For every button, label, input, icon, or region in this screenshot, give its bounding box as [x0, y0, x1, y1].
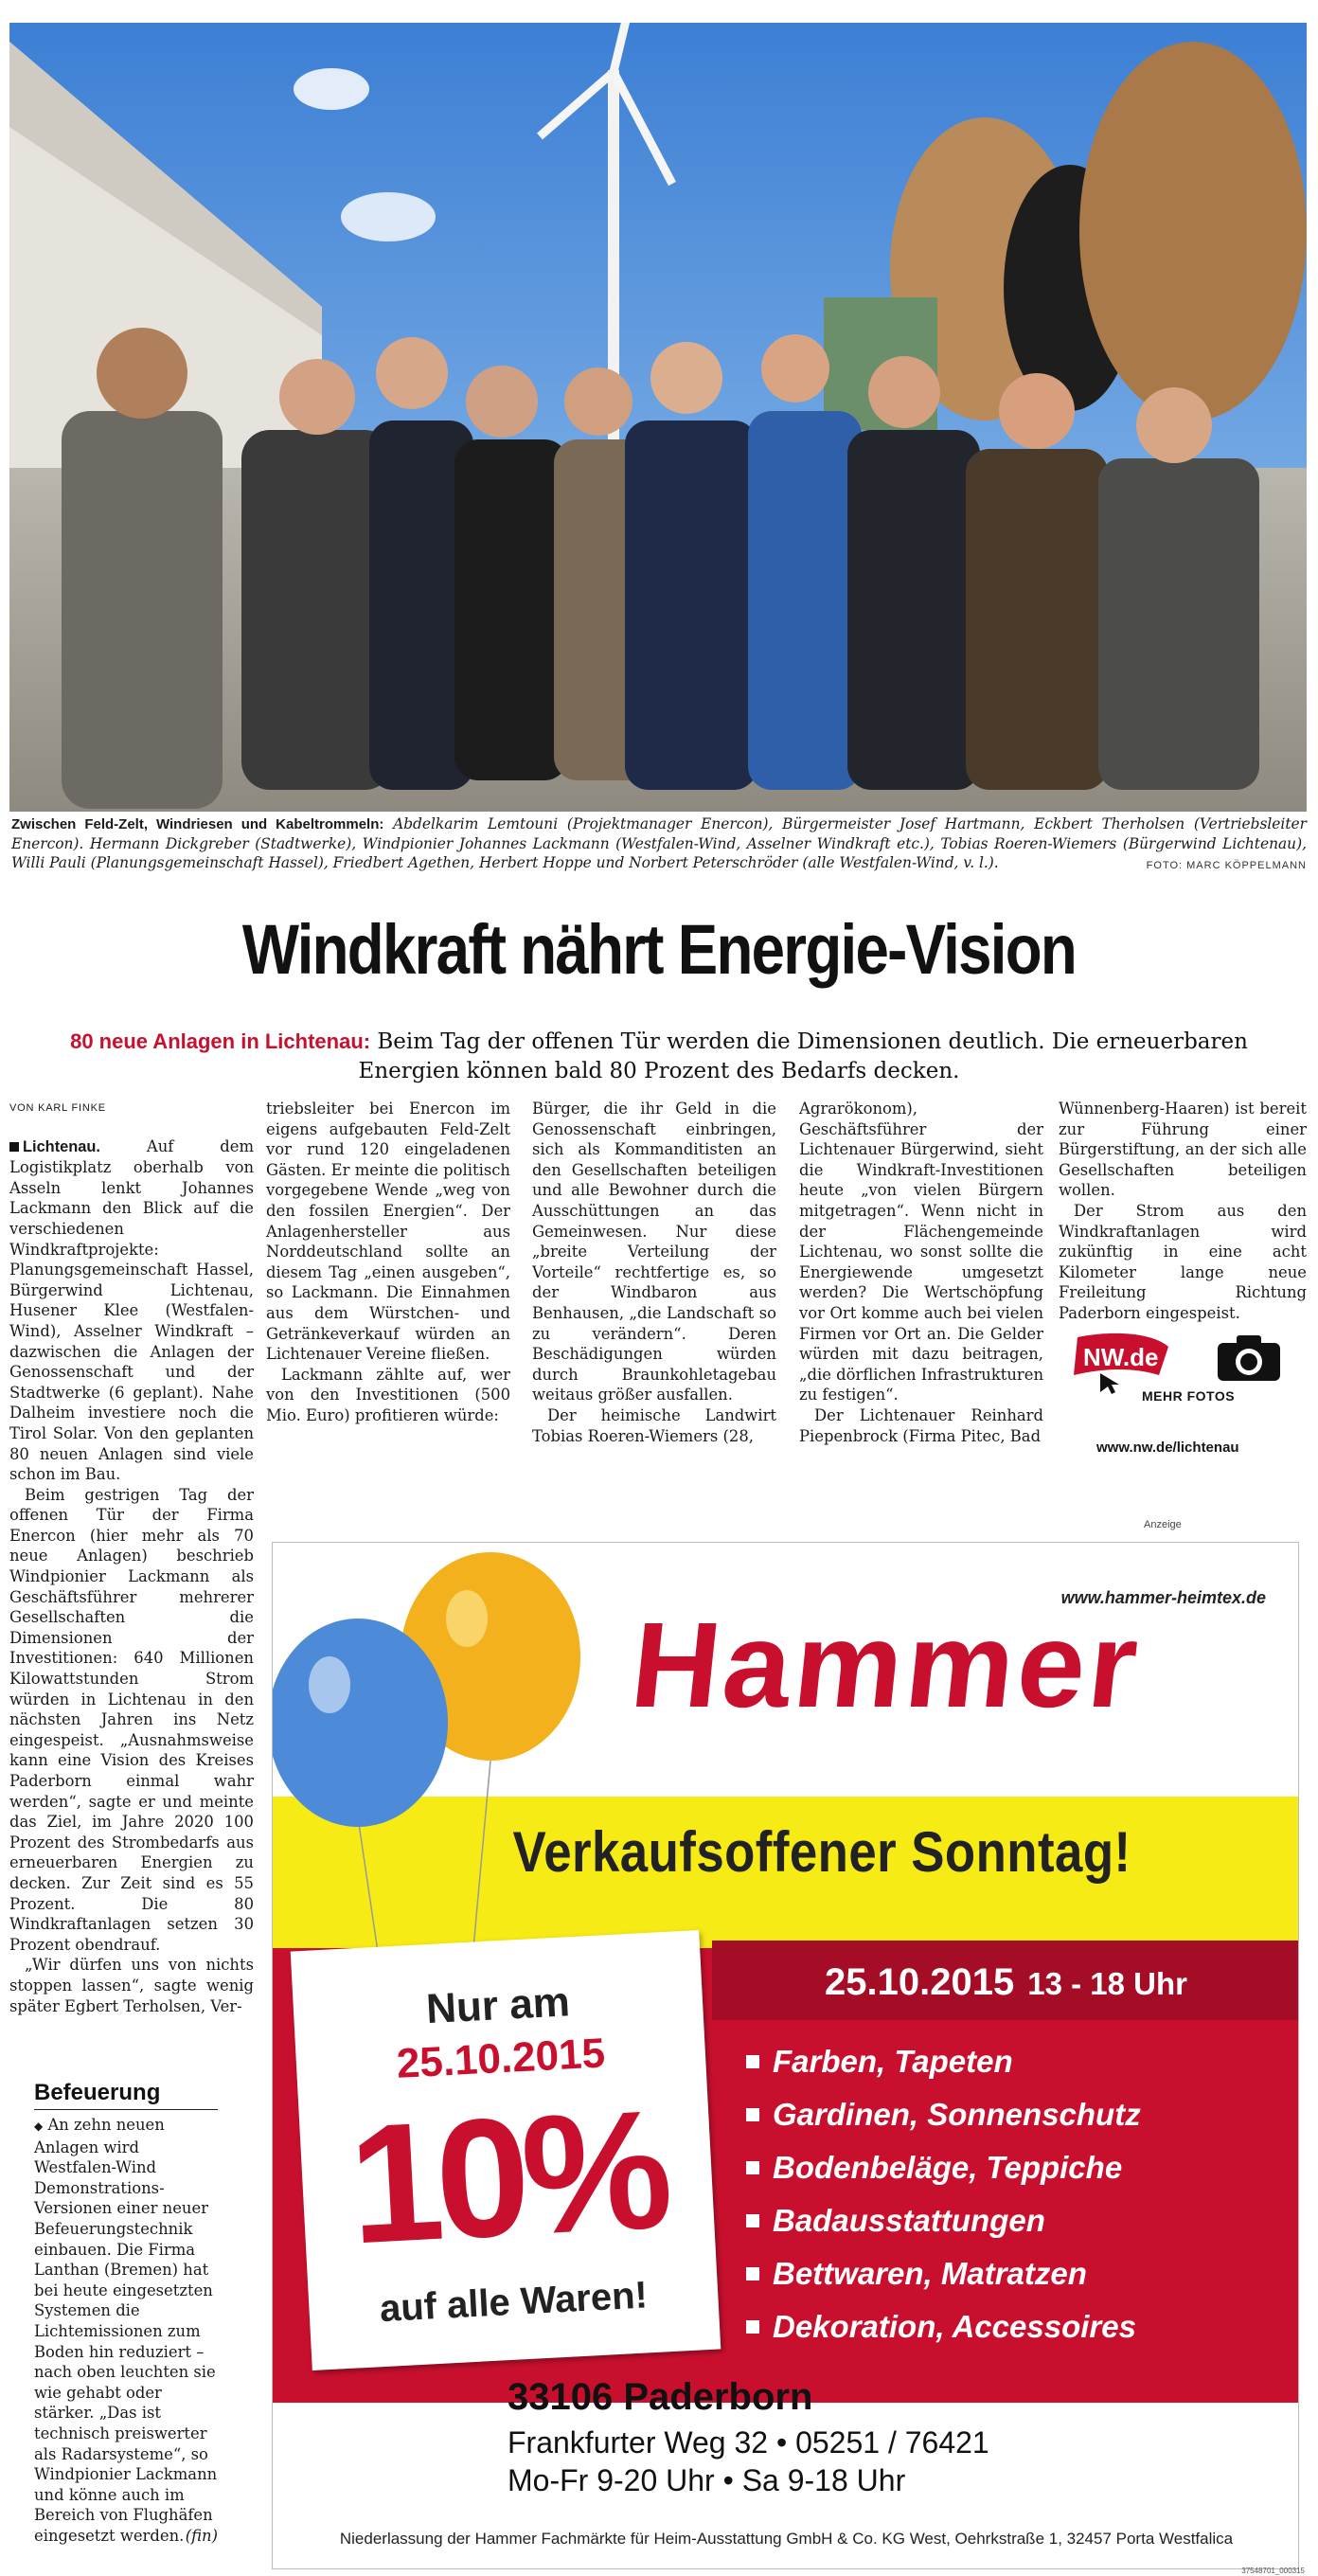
nw-logo[interactable]: [1068, 1330, 1172, 1396]
sticker-line-2: auf alle Waren!: [378, 2274, 649, 2331]
square-bullet-icon: [9, 1142, 19, 1152]
square-bullet-icon: [746, 2055, 759, 2068]
photo-caption: [11, 814, 1307, 875]
discount-sticker: [291, 1930, 721, 2370]
square-bullet-icon: [746, 2214, 759, 2227]
article-column-5: [1059, 1099, 1307, 1324]
paragraph: Wünnenberg-Haaren) ist bereit zur Führung einer Bürgerstiftung, an der sich alle Gesellschaften beteiligen wollen.: [1059, 1100, 1307, 1200]
hand-pointer-icon: [1100, 1373, 1119, 1394]
paragraph: triebsleiter bei Enercon im eigens aufgebauten Feld-Zelt vor rund 120 eingeladenen Gästen. Er meinte die politisch vorgegebene Wende „weg von den fossilen Energien“. Der Anlagenhersteller aus Norddeutschland sollte an diesem Tag „einen ausgeben“, so Lackmann. Die Einnahmen aus dem Würstchen- und Getränkeverkauf würden an Lichtenauer Vereine fließen.: [266, 1100, 510, 1364]
sidebar-heading: Befeuerung: [34, 2080, 218, 2110]
paragraph-text: Auf dem Logistikplatz oberhalb von Asseln lenkt Johannes Lackmann den Blick auf die verschiedenen Windkraftprojekte: Planungsgemeinschaft Hassel, Bürgerwind Lichtenau, Husener Klee (Westfalen-Wind), Asselner Windkraft – dazwischen die Anlagen der Genossenschaft und der Stadtwerke (6 geplant). Nahe Dalheim investiere noch die Tirol Solar. Von den geplanten 80 neuen Anlagen sind viele schon im Bau.: [9, 1136, 254, 1484]
list-item: Gardinen, Sonnenschutz: [746, 2088, 1141, 2141]
ad-code: 37548701_000315: [1241, 2567, 1305, 2575]
paragraph: Der Lichtenauer Reinhard Piepenbrock (Firma Pitec, Bad: [799, 1405, 1043, 1445]
ad-headline: Verkaufsoffener Sonntag!: [512, 1820, 1131, 1884]
caption-body: Abdelkarim Lemtouni (Projektmanager Enercon), Bürgermeister Josef Hartmann, Eckbert Therholsen (Vertriebsleiter Enercon). Hermann Dickgreber (Stadtwerke), Windpionier Johannes Lackmann (Westfalen-Wind, Asselner Windkraft etc.), Tobias Roeren-Wiemers (Bürgerwind Lichtenau), Willi Pauli (Planungsgemeinschaft Hassel), Friedbert Agethen, Herbert Hoppe und Norbert Peterschröder (alle Westfalen-Wind, v. l.).: [11, 815, 1307, 871]
hammer-advertisement[interactable]: [272, 1542, 1299, 2569]
photo-illustration: [9, 23, 1307, 812]
product-list: [746, 2035, 1141, 2353]
ad-website[interactable]: www.hammer-heimtex.de: [1060, 1588, 1266, 1607]
paragraph: Der Strom aus den Windkraftanlagen wird zukünftig in eine acht Kilometer lange neue Freileitung Richtung Paderborn eingespeist.: [1059, 1201, 1307, 1322]
ad-legal-text: Niederlassung der Hammer Fachmärkte für Heim-Ausstattung GmbH & Co. KG West, Oehrkstraße 1, 32457 Porta Westfalica: [339, 2530, 1234, 2548]
caption-lead: Zwischen Feld-Zelt, Windriesen und Kabeltrommeln:: [11, 816, 384, 832]
ad-date: [712, 1961, 1299, 2004]
store-city: 33106 Paderborn: [508, 2376, 813, 2418]
discount-percent: 10%: [345, 2074, 669, 2280]
ad-label: Anzeige: [1144, 1519, 1182, 1530]
sticker-line-1: Nur am: [425, 1978, 571, 2033]
diamond-bullet-icon: ◆: [34, 2120, 44, 2133]
store-hours: Mo-Fr 9-20 Uhr • Sa 9-18 Uhr: [508, 2463, 906, 2497]
square-bullet-icon: [746, 2267, 759, 2281]
list-item: Bettwaren, Matratzen: [746, 2247, 1141, 2300]
list-item: Bodenbeläge, Teppiche: [746, 2141, 1141, 2194]
more-photos-box[interactable]: [1059, 1324, 1307, 1457]
subhead-kicker: 80 neue Anlagen in Lichtenau:: [70, 1029, 371, 1053]
square-bullet-icon: [746, 2320, 759, 2334]
list-item: Badausstattungen: [746, 2194, 1141, 2247]
list-item: Dekoration, Accessoires: [746, 2300, 1141, 2353]
paragraph: Lackmann zählte auf, wer von den Investitionen (500 Mio. Euro) profitieren würde:: [266, 1365, 510, 1424]
sidebar-end-mark: (fin): [185, 2526, 218, 2545]
article-headline: Windkraft nährt Energie-Vision: [241, 910, 1077, 989]
sidebar-body: [34, 2115, 218, 2546]
article-subhead: [38, 1027, 1280, 1086]
square-bullet-icon: [746, 2108, 759, 2121]
article-column-3: [532, 1099, 776, 1446]
dateline-location: Lichtenau.: [23, 1137, 100, 1155]
nw-url-link[interactable]: www.nw.de/lichtenau: [1096, 1440, 1239, 1456]
more-photos-label[interactable]: MEHR FOTOS: [1142, 1388, 1236, 1404]
paragraph: Agrarökonom), Geschäftsführer der Lichtenauer Bürgerwind, sieht die Windkraft-Investitionen heute „von vielen Bürgern mitgetragen“. Wenn nicht in der Flächengemeinde Lichtenau, wo sonst sollte die Energiewende umgesetzt werden? Die Wertschöpfung vor Ort komme auch bei vielen Firmen vor Ort an. Die Gelder würden mit dazu beitragen, „die dörflichen Infrastrukturen zu festigen“.: [799, 1100, 1043, 1404]
paragraph: Bürger, die ihr Geld in die Genossenschaft einbringen, sich als Kommanditisten an den Gesellschaften beteiligen und alle Bewohner durch die Ausschüttungen an das Gemeinwesen. Nur diese „breite Verteilung der Vorteile“ rechtfertige es, so der Windbaron aus Benhausen, „die Landschaft so zu verändern“. Deren Beschädigungen würden durch Braunkohletagebau weitaus größer ausfallen.: [532, 1100, 776, 1404]
byline: VON KARL FINKE: [9, 1102, 106, 1114]
paragraph: „Wir dürfen uns von nichts stoppen lassen“, sagte wenig später Egbert Terholsen, Ver-: [9, 1956, 254, 2015]
photo-credit: FOTO: MARC KÖPPELMANN: [1146, 860, 1307, 871]
article-column-4: [799, 1099, 1043, 1446]
nw-logo-text: NW.de: [1083, 1343, 1159, 1371]
store-address: Frankfurter Weg 32 • 05251 / 76421: [508, 2425, 989, 2460]
sidebar-text: An zehn neuen Anlagen wird Westfalen-Wind Demonstrations-Versionen einer neuer Befeuerungstechnik einbauen. Die Firma Lanthan (Bremen) hat bei heute eingesetzten Systemen die Lichtemissionen zum Boden hin reduziert – nach oben leuchten sie wie gehabt oder stärker. „Das ist technisch preiswerter als Radarsysteme“, so Windpionier Lackmann und könne auch im Bereich von Flughäfen eingesetzt werden.: [34, 2116, 218, 2545]
article-column-2: [266, 1099, 510, 1426]
list-item: Farben, Tapeten: [746, 2035, 1141, 2088]
group-photo: [9, 23, 1307, 812]
ad-date-value: 25.10.2015: [825, 1961, 1015, 2003]
paragraph: Beim gestrigen Tag der offenen Tür der Firma Enercon (hier mehr als 70 neue Anlagen) beschrieb Windpionier Lackmann als Geschäftsführer mehrerer Gesellschaften die Dimensionen der Investitionen: 640 Millionen Kilowattstunden Strom würden in Lichtenau in den nächsten Jahren ins Netz eingespeist. „Ausnahmsweise kann eine Vision des Kreises Paderborn einmal wahr werden“, sagte er und meinte das Ziel, im Jahre 2020 100 Prozent des Strombedarfs aus erneuerbaren Energien zu decken. Zur Zeit sind es 55 Prozent. Die 80 Windkraftanlagen setzen 30 Prozent obendrauf.: [9, 1485, 254, 1954]
square-bullet-icon: [746, 2161, 759, 2174]
hammer-logo: Hammer: [625, 1598, 1148, 1733]
paragraph: Der heimische Landwirt Tobias Roeren-Wiemers (28,: [532, 1405, 776, 1445]
paragraph: [9, 1136, 254, 1485]
sticker-date: 25.10.2015: [395, 2030, 607, 2087]
article-column-1: [9, 1099, 254, 2016]
ad-time-value: 13 - 18 Uhr: [1027, 1966, 1187, 2001]
subhead-text: Beim Tag der offenen Tür werden die Dimensionen deutlich. Die erneuerbaren Energien können bald 80 Prozent des Bedarfs decken.: [358, 1029, 1248, 1083]
camera-icon: [1216, 1330, 1282, 1383]
